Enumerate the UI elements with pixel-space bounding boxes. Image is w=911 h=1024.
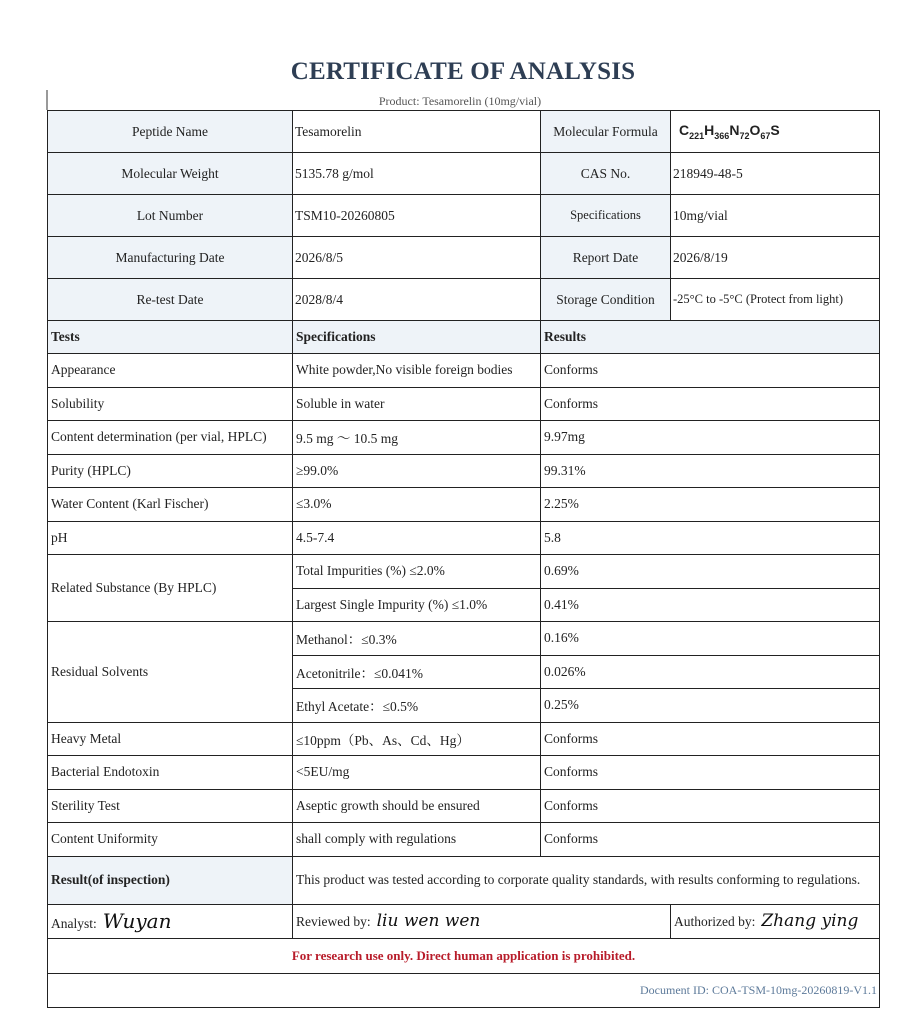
test-name: Solubility bbox=[48, 387, 293, 421]
test-name: Content determination (per vial, HPLC) bbox=[48, 421, 293, 455]
spec-value: 10mg/vial bbox=[671, 195, 880, 237]
retest-date-value: 2028/8/4 bbox=[293, 279, 541, 321]
test-name: Water Content (Karl Fischer) bbox=[48, 488, 293, 522]
table-row bbox=[48, 622, 880, 656]
test-result: 5.8 bbox=[541, 521, 880, 555]
cas-value: 218949-48-5 bbox=[671, 153, 880, 195]
test-result: Conforms bbox=[541, 354, 880, 388]
test-result: Conforms bbox=[541, 823, 880, 857]
table-row bbox=[48, 421, 880, 455]
info-row bbox=[48, 279, 880, 321]
test-spec: Soluble in water bbox=[293, 387, 541, 421]
lot-value: TSM10-20260805 bbox=[293, 195, 541, 237]
formula-n: 72 bbox=[739, 130, 750, 141]
mfg-date-value: 2026/8/5 bbox=[293, 237, 541, 279]
formula-h: 366 bbox=[714, 130, 730, 141]
peptide-name-label: Peptide Name bbox=[48, 111, 293, 153]
notice-row bbox=[48, 938, 880, 973]
lot-label: Lot Number bbox=[48, 195, 293, 237]
authorizer-cell bbox=[671, 904, 880, 938]
test-name: Appearance bbox=[48, 354, 293, 388]
test-result: 2.25% bbox=[541, 488, 880, 522]
test-spec: Aseptic growth should be ensured bbox=[293, 789, 541, 823]
table-row bbox=[48, 354, 880, 388]
table-row bbox=[48, 387, 880, 421]
table-row bbox=[48, 756, 880, 790]
test-spec: <5EU/mg bbox=[293, 756, 541, 790]
test-spec: Largest Single Impurity (%) ≤1.0% bbox=[293, 588, 541, 622]
report-date-label: Report Date bbox=[541, 237, 671, 279]
storage-label: Storage Condition bbox=[541, 279, 671, 321]
test-name: Purity (HPLC) bbox=[48, 454, 293, 488]
tests-header-row bbox=[48, 321, 880, 354]
cas-label: CAS No. bbox=[541, 153, 671, 195]
test-spec: ≤10ppm（Pb、As、Cd、Hg） bbox=[293, 722, 541, 756]
inspection-result-row bbox=[48, 856, 880, 904]
table-row bbox=[48, 488, 880, 522]
test-spec: ≥99.0% bbox=[293, 454, 541, 488]
test-name: Sterility Test bbox=[48, 789, 293, 823]
analyst-label: Analyst: bbox=[51, 916, 97, 931]
info-row bbox=[48, 195, 880, 237]
specifications-header: Specifications bbox=[293, 321, 541, 354]
signature-row bbox=[48, 904, 880, 938]
test-result: 0.69% bbox=[541, 555, 880, 589]
table-row bbox=[48, 521, 880, 555]
inspection-result-text: This product was tested according to corporate quality standards, with results conforming to regulations. bbox=[293, 856, 880, 904]
document-id: Document ID: COA-TSM-10mg-20260819-V1.1 bbox=[48, 973, 880, 1007]
tests-header: Tests bbox=[48, 321, 293, 354]
test-result: 9.97mg bbox=[541, 421, 880, 455]
test-name: Heavy Metal bbox=[48, 722, 293, 756]
test-name: Residual Solvents bbox=[48, 622, 293, 723]
table-row bbox=[48, 789, 880, 823]
authorizer-signature: Zhang ying bbox=[761, 911, 859, 931]
test-result: 0.41% bbox=[541, 588, 880, 622]
analyst-signature: Wuyan bbox=[102, 909, 172, 933]
test-spec: 9.5 mg ～ 10.5 mg bbox=[293, 421, 541, 455]
table-row bbox=[48, 823, 880, 857]
test-spec: Ethyl Acetate：≤0.5% bbox=[293, 689, 541, 723]
test-result: Conforms bbox=[541, 789, 880, 823]
table-row bbox=[48, 555, 880, 589]
test-result: Conforms bbox=[541, 387, 880, 421]
test-name: Content Uniformity bbox=[48, 823, 293, 857]
docid-row bbox=[48, 973, 880, 1007]
molecular-formula-value: $C_{221}H_{366}N_{72}O_{67}S$ bbox=[671, 111, 880, 153]
retest-date-label: Re-test Date bbox=[48, 279, 293, 321]
test-spec: 4.5-7.4 bbox=[293, 521, 541, 555]
report-date-value: 2026/8/19 bbox=[671, 237, 880, 279]
test-result: 0.25% bbox=[541, 689, 880, 723]
test-spec: White powder,No visible foreign bodies bbox=[293, 354, 541, 388]
product-line: Product: Tesamorelin (10mg/vial) bbox=[378, 94, 542, 108]
info-row bbox=[48, 153, 880, 195]
info-row bbox=[48, 237, 880, 279]
results-header: Results bbox=[541, 321, 880, 354]
test-spec: Total Impurities (%) ≤2.0% bbox=[293, 555, 541, 589]
test-result: Conforms bbox=[541, 756, 880, 790]
authorized-label: Authorized by: bbox=[674, 914, 756, 929]
info-row bbox=[48, 111, 880, 153]
mfg-date-label: Manufacturing Date bbox=[48, 237, 293, 279]
test-spec: shall comply with regulations bbox=[293, 823, 541, 857]
test-name: Related Substance (By HPLC) bbox=[48, 555, 293, 622]
table-row bbox=[48, 454, 880, 488]
document-title: CERTIFICATE OF ANALYSIS bbox=[290, 58, 636, 85]
test-name: Bacterial Endotoxin bbox=[48, 756, 293, 790]
test-name: pH bbox=[48, 521, 293, 555]
test-spec: ≤3.0% bbox=[293, 488, 541, 522]
test-spec: Acetonitrile：≤0.041% bbox=[293, 655, 541, 689]
formula-c: 221 bbox=[689, 130, 705, 141]
reviewer-signature: liu wen wen bbox=[376, 911, 481, 931]
formula-o: 67 bbox=[760, 130, 771, 141]
inspection-result-label: Result(of inspection) bbox=[48, 856, 293, 904]
test-result: 0.16% bbox=[541, 622, 880, 656]
analyst-cell bbox=[48, 904, 293, 938]
molecular-weight-value: 5135.78 g/mol bbox=[293, 153, 541, 195]
storage-value: -25°C to -5°C (Protect from light) bbox=[671, 279, 880, 321]
test-spec: Methanol：≤0.3% bbox=[293, 622, 541, 656]
reviewed-label: Reviewed by: bbox=[296, 914, 371, 929]
table-row bbox=[48, 722, 880, 756]
test-result: 99.31% bbox=[541, 454, 880, 488]
molecular-formula-label: Molecular Formula bbox=[541, 111, 671, 153]
molecular-weight-label: Molecular Weight bbox=[48, 153, 293, 195]
spec-label: Specifications bbox=[541, 195, 671, 237]
coa-table bbox=[47, 110, 880, 1008]
test-result: 0.026% bbox=[541, 655, 880, 689]
reviewer-cell bbox=[293, 904, 671, 938]
peptide-name-value: Tesamorelin bbox=[293, 111, 541, 153]
test-result: Conforms bbox=[541, 722, 880, 756]
formula-s: S bbox=[770, 122, 780, 139]
research-notice: For research use only. Direct human application is prohibited. bbox=[48, 938, 880, 973]
